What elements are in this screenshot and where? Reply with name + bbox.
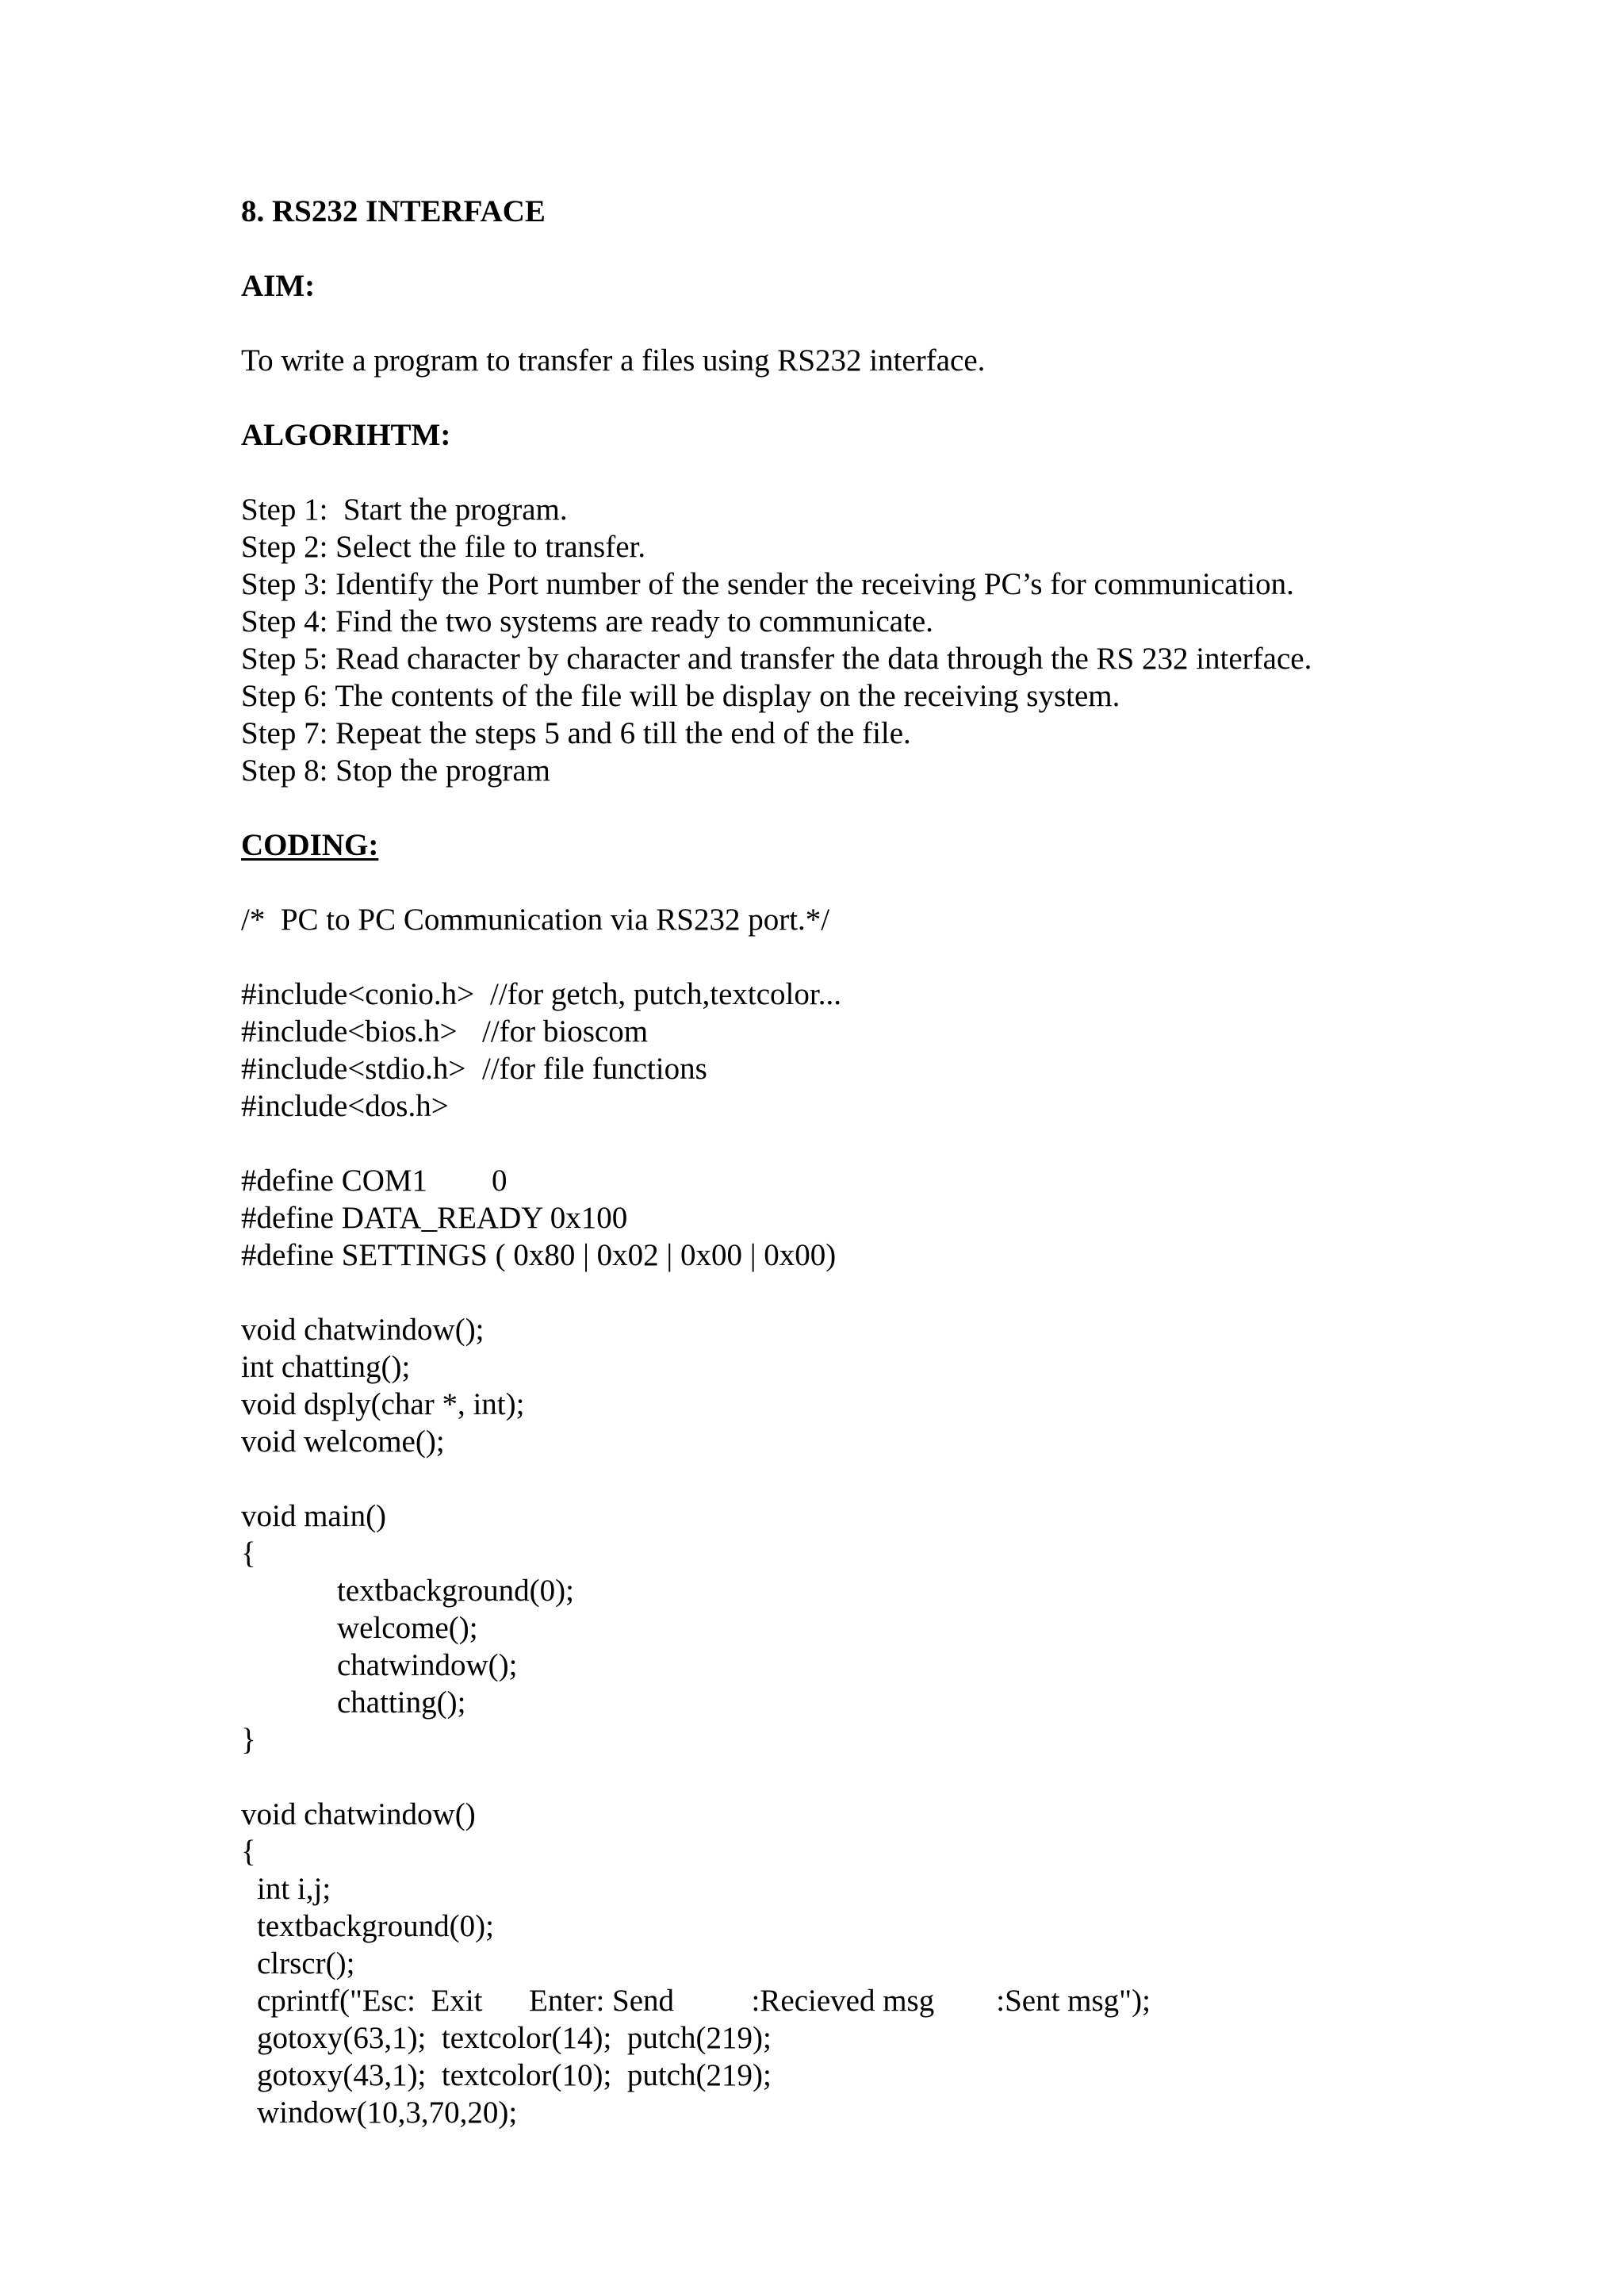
chatwindow-body-line: gotoxy(63,1); textcolor(14); putch(219);	[257, 2021, 772, 2055]
code-define-line	[241, 1163, 508, 1199]
chatwindow-open-brace: {	[241, 1835, 256, 1869]
code-include-comment: //for file functions	[482, 1052, 707, 1086]
code-include: #include<bios.h>	[241, 1014, 458, 1049]
code-include: #include<stdio.h>	[241, 1052, 466, 1086]
main-body-line: chatwindow();	[337, 1648, 518, 1682]
coding-heading: CODING:	[241, 828, 379, 862]
code-prototype: void welcome();	[241, 1424, 445, 1459]
code-define-line	[241, 1237, 836, 1274]
algorithm-step: Step 5: Read character by character and transfer the data through the RS 232 interface.	[241, 642, 1312, 676]
chatwindow-signature: void chatwindow()	[241, 1797, 476, 1831]
algorithm-step: Step 1: Start the program.	[241, 493, 568, 527]
main-body-line: welcome();	[337, 1611, 478, 1645]
algorithm-step: Step 4: Find the two systems are ready to communicate.	[241, 604, 933, 638]
code-define-value: 0	[492, 1164, 508, 1198]
code-include-comment: //for bioscom	[482, 1014, 649, 1049]
code-define: #define DATA_READY 0x100	[241, 1201, 628, 1235]
document-title: 8. RS232 INTERFACE	[241, 194, 546, 228]
main-body-line: textbackground(0);	[337, 1574, 574, 1608]
aim-text: To write a program to transfer a files using RS232 interface.	[241, 343, 986, 378]
code-include: #include<conio.h>	[241, 977, 475, 1011]
chatwindow-body-line: clrscr();	[257, 1946, 355, 1980]
main-open-brace: {	[241, 1536, 256, 1570]
main-signature: void main()	[241, 1499, 387, 1533]
algorithm-step: Step 7: Repeat the steps 5 and 6 till the end of the file.	[241, 716, 911, 750]
code-include-line	[241, 976, 841, 1013]
algorithm-heading: ALGORIHTM:	[241, 418, 451, 452]
algorithm-step: Step 8: Stop the program	[241, 753, 550, 788]
code-include-comment: //for getch, putch,textcolor...	[490, 977, 841, 1011]
main-close-brace: }	[241, 1723, 256, 1757]
code-include-line	[241, 1051, 707, 1087]
algorithm-step: Step 3: Identify the Port number of the sender the receiving PC’s for communication.	[241, 567, 1294, 601]
algorithm-step: Step 2: Select the file to transfer.	[241, 530, 646, 564]
chatwindow-body-line: window(10,3,70,20);	[257, 2096, 518, 2130]
main-body-line: chatting();	[337, 1685, 466, 1720]
chatwindow-body-line: cprintf("Esc: Exit Enter: Send :Recieved msg :Sent msg");	[257, 1984, 1151, 2018]
algorithm-step: Step 6: The contents of the file will be display on the receiving system.	[241, 679, 1120, 713]
chatwindow-body-line: int i,j;	[257, 1872, 331, 1906]
code-prototype: void dsply(char *, int);	[241, 1387, 525, 1421]
code-include: #include<dos.h>	[241, 1089, 449, 1123]
chatwindow-body-line: gotoxy(43,1); textcolor(10); putch(219);	[257, 2058, 772, 2092]
code-prototype: void chatwindow();	[241, 1313, 485, 1347]
code-include-line	[241, 1014, 648, 1050]
code-prototype: int chatting();	[241, 1350, 411, 1384]
code-define: #define SETTINGS ( 0x80 | 0x02 | 0x00 | 0x00)	[241, 1238, 837, 1272]
code-define-line	[241, 1200, 627, 1237]
code-include-line	[241, 1088, 449, 1125]
code-define: #define COM1	[241, 1164, 428, 1198]
code-comment: /* PC to PC Communication via RS232 port.*/	[241, 903, 830, 937]
aim-heading: AIM:	[241, 269, 316, 303]
chatwindow-body-line: textbackground(0);	[257, 1909, 494, 1943]
